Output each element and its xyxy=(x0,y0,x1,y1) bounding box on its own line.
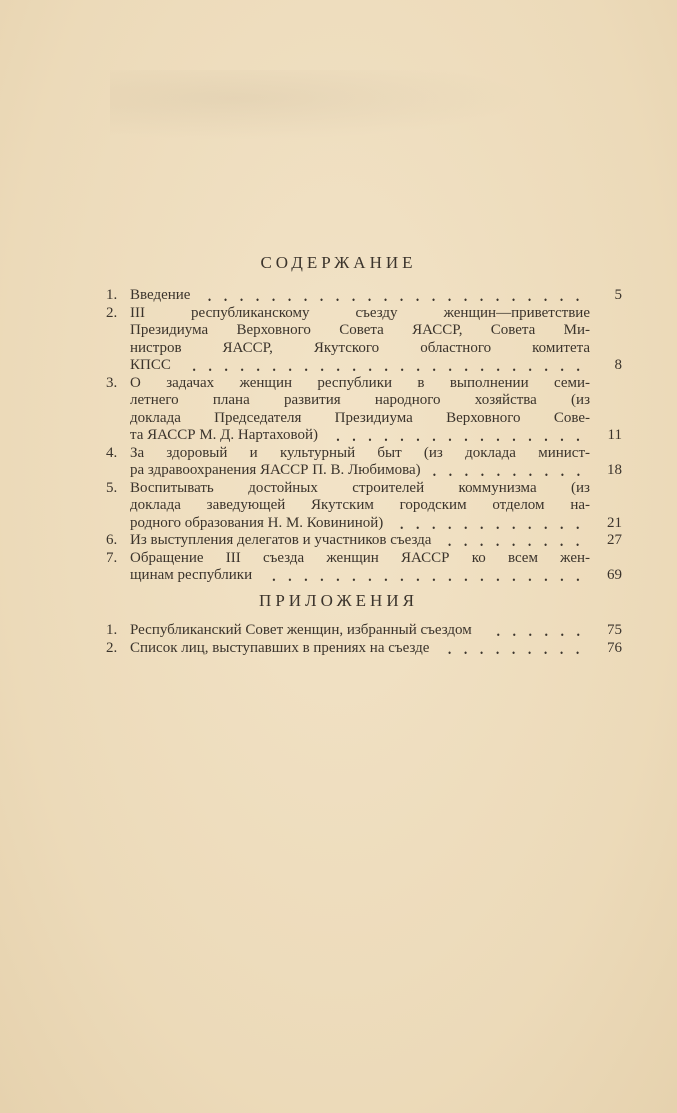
entry-text: щинам республики xyxy=(130,567,253,583)
entry-line xyxy=(130,357,590,375)
entry-line: нистров ЯАССР, Якутского областного комитета xyxy=(130,339,590,356)
page-number: 75 xyxy=(607,622,622,638)
bleed-through-smudge xyxy=(110,70,530,140)
dot-leader xyxy=(202,287,586,305)
contents-heading: СОДЕРЖАНИЕ xyxy=(260,253,417,272)
entry-text: Из выступления делегатов и участников съезда xyxy=(130,532,432,548)
entry-text-block xyxy=(130,445,590,480)
entry-number: 2. xyxy=(106,304,118,321)
entry-text-block xyxy=(130,305,590,375)
toc-entry xyxy=(106,375,622,445)
dot-leader xyxy=(443,532,586,550)
page-number: 76 xyxy=(607,639,622,656)
appendix-heading: ПРИЛОЖЕНИЯ xyxy=(259,591,418,610)
page-number: 21 xyxy=(607,514,622,531)
toc-entry xyxy=(106,640,622,658)
entry-line: доклада Председателя Президиума Верховного Сове- xyxy=(130,409,590,426)
page-number: 69 xyxy=(607,567,622,583)
toc-entry xyxy=(106,622,622,640)
entry-number: 4. xyxy=(106,444,118,461)
entry-line xyxy=(130,515,590,533)
page-number: 5 xyxy=(614,287,622,303)
appendix-list xyxy=(106,622,622,657)
dot-leader xyxy=(330,427,586,445)
entry-text: Республиканский Совет женщин, избранный съездом xyxy=(130,622,472,638)
entry-line xyxy=(130,622,590,640)
entry-text-block xyxy=(130,550,590,585)
entry-number: 1. xyxy=(106,622,118,638)
entry-text: родного образования Н. М. Ковининой) xyxy=(130,514,384,531)
entry-text-block xyxy=(130,532,590,550)
dot-leader xyxy=(395,515,586,533)
entry-line: Президиума Верховного Совета ЯАССР, Совета Ми- xyxy=(130,322,590,338)
entry-text-block xyxy=(130,640,590,658)
entry-number: 2. xyxy=(106,639,118,656)
entry-text: Введение xyxy=(130,287,191,303)
entry-line xyxy=(130,287,590,305)
toc-entry xyxy=(106,532,622,550)
entry-number: 7. xyxy=(106,549,118,566)
entry-text-block xyxy=(130,375,590,445)
entry-number: 6. xyxy=(106,532,118,548)
entry-line xyxy=(130,532,590,550)
page-number: 8 xyxy=(614,357,622,373)
entry-line: О задачах женщин республики в выполнении семи- xyxy=(130,374,590,391)
toc-entry xyxy=(106,305,622,375)
toc-entry xyxy=(106,550,622,585)
entry-line: Обращение III съезда женщин ЯАССР ко всем жен- xyxy=(130,549,590,566)
entry-line xyxy=(130,462,590,480)
dot-leader xyxy=(433,462,586,480)
contents-list xyxy=(106,287,622,585)
entry-text-block xyxy=(130,480,590,533)
entry-line: За здоровый и культурный быт (из доклада минист- xyxy=(130,444,590,461)
entry-line: доклада заведующей Якутским городским отделом на- xyxy=(130,497,590,513)
entry-line: летнего плана развития народного хозяйства (из xyxy=(130,392,590,408)
dot-leader xyxy=(441,640,586,658)
entry-line: Воспитывать достойных строителей коммунизма (из xyxy=(130,479,590,496)
entry-text: ра здравоохранения ЯАССР П. В. Любимова) xyxy=(130,462,421,478)
entry-line: III республиканскому съезду женщин—приветствие xyxy=(130,304,590,321)
page-number: 18 xyxy=(607,462,622,478)
page-number: 11 xyxy=(607,427,622,443)
entry-text: Список лиц, выступавших в прениях на съезде xyxy=(130,639,430,656)
entry-text-block xyxy=(130,287,590,305)
entry-text: КПСС xyxy=(130,357,171,373)
dot-leader xyxy=(484,622,586,640)
entry-number: 3. xyxy=(106,374,118,391)
toc-entry xyxy=(106,445,622,480)
page-number: 27 xyxy=(607,532,622,548)
entry-number: 5. xyxy=(106,479,118,496)
dot-leader xyxy=(264,567,586,585)
entry-text-block xyxy=(130,622,590,640)
entry-number: 1. xyxy=(106,287,118,303)
entry-line xyxy=(130,567,590,585)
entry-line xyxy=(130,427,590,445)
toc-entry xyxy=(106,287,622,305)
entry-line xyxy=(130,640,590,658)
entry-text: та ЯАССР М. Д. Нартаховой) xyxy=(130,427,319,443)
dot-leader xyxy=(183,357,586,375)
toc-entry xyxy=(106,480,622,533)
